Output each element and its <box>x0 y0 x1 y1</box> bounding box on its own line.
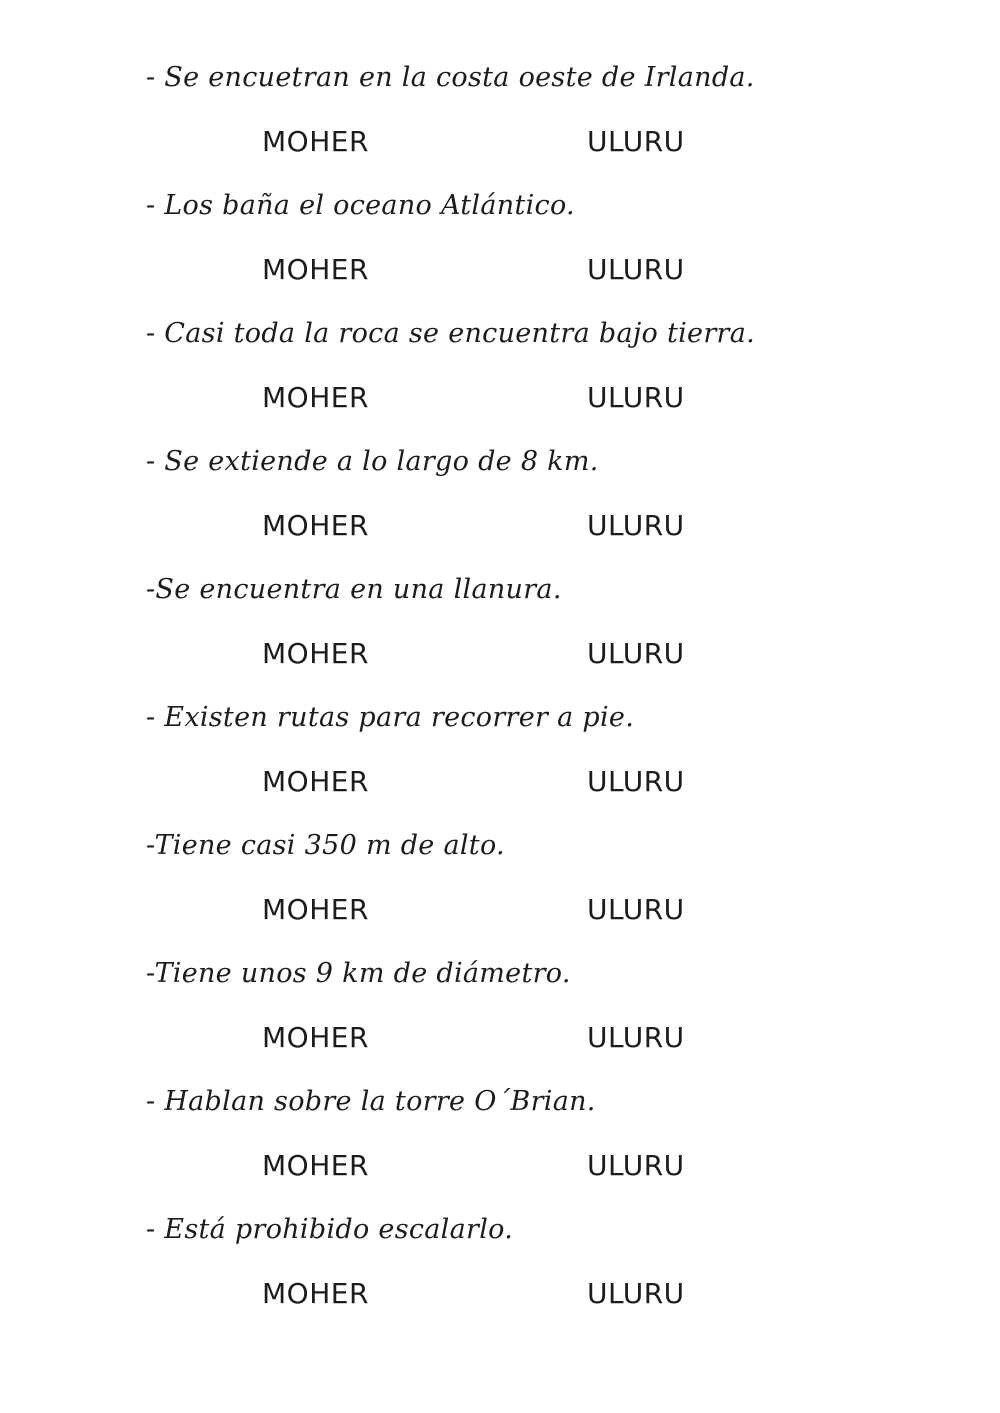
question-item <box>0 0 1000 158</box>
question-statement: - Casi toda la roca se encuentra bajo tierra. <box>146 318 756 349</box>
option-uluru[interactable]: ULURU <box>587 637 685 670</box>
option-moher[interactable]: MOHER <box>262 125 369 158</box>
question-item <box>0 1024 1000 1182</box>
option-moher[interactable]: MOHER <box>262 1021 369 1054</box>
question-item <box>0 384 1000 542</box>
question-statement: - Se encuetran en la costa oeste de Irlanda. <box>146 62 755 93</box>
option-moher[interactable]: MOHER <box>262 509 369 542</box>
question-statement: -Se encuentra en una llanura. <box>146 574 562 605</box>
option-moher[interactable]: MOHER <box>262 893 369 926</box>
question-item <box>0 128 1000 286</box>
option-uluru[interactable]: ULURU <box>587 893 685 926</box>
question-statement: -Tiene unos 9 km de diámetro. <box>146 958 571 989</box>
question-statement: - Hablan sobre la torre O´Brian. <box>146 1086 596 1117</box>
option-uluru[interactable]: ULURU <box>587 381 685 414</box>
option-uluru[interactable]: ULURU <box>587 253 685 286</box>
option-moher[interactable]: MOHER <box>262 253 369 286</box>
question-statement: - Se extiende a lo largo de 8 km. <box>146 446 599 477</box>
option-moher[interactable]: MOHER <box>262 381 369 414</box>
option-uluru[interactable]: ULURU <box>587 1021 685 1054</box>
question-statement: - Está prohibido escalarlo. <box>146 1214 514 1245</box>
question-item <box>0 896 1000 1054</box>
option-uluru[interactable]: ULURU <box>587 1277 685 1310</box>
option-moher[interactable]: MOHER <box>262 1149 369 1182</box>
question-item <box>0 512 1000 670</box>
option-moher[interactable]: MOHER <box>262 637 369 670</box>
option-uluru[interactable]: ULURU <box>587 1149 685 1182</box>
question-item <box>0 256 1000 414</box>
question-item <box>0 640 1000 798</box>
option-uluru[interactable]: ULURU <box>587 125 685 158</box>
question-item <box>0 1152 1000 1310</box>
option-moher[interactable]: MOHER <box>262 1277 369 1310</box>
option-uluru[interactable]: ULURU <box>587 509 685 542</box>
question-statement: - Existen rutas para recorrer a pie. <box>146 702 635 733</box>
question-statement: -Tiene casi 350 m de alto. <box>146 830 505 861</box>
question-item <box>0 768 1000 926</box>
option-moher[interactable]: MOHER <box>262 765 369 798</box>
option-uluru[interactable]: ULURU <box>587 765 685 798</box>
question-statement: - Los baña el oceano Atlántico. <box>146 190 575 221</box>
